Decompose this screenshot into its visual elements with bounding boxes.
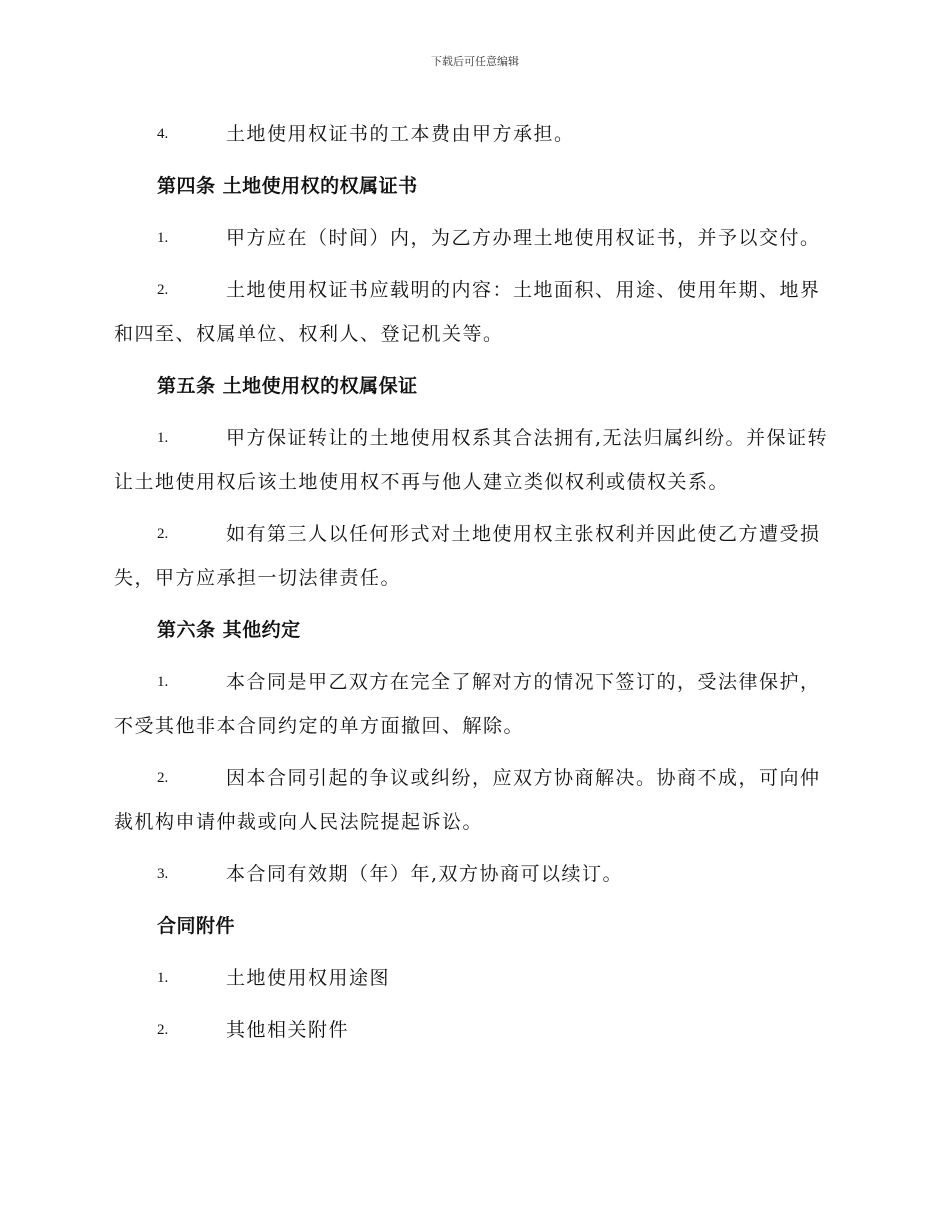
clause-item xyxy=(114,852,836,896)
attachment-item xyxy=(114,956,836,1000)
clause-text: 如有第三人以任何形式对土地使用权主张权利并因此使乙方遭受损失，甲方应承担一切法律责任。 xyxy=(114,523,821,589)
clause-number: 1. xyxy=(157,430,169,446)
clause-number: 4. xyxy=(157,126,169,142)
section-heading: 第四条 土地使用权的权属证书 xyxy=(157,175,418,197)
page-header: 下载后可任意编辑 xyxy=(431,55,519,68)
attachment-item xyxy=(114,1008,836,1052)
clause-number: 2. xyxy=(157,526,169,542)
clause-item xyxy=(114,512,836,600)
clause-number: 2. xyxy=(157,1022,169,1038)
clause-number: 1. xyxy=(157,970,169,986)
clause-text: 其他相关附件 xyxy=(226,1019,350,1041)
clause-item xyxy=(114,660,836,748)
clause-number: 1. xyxy=(157,674,169,690)
clause-item xyxy=(114,268,836,356)
clause-text: 甲方应在（时间）内，为乙方办理土地使用权证书，并予以交付。 xyxy=(226,227,821,249)
section-heading: 合同附件 xyxy=(157,915,236,937)
clause-text: 土地使用权证书的工本费由甲方承担。 xyxy=(226,123,575,145)
clause-item xyxy=(114,112,836,156)
clause-text: 土地使用权用途图 xyxy=(226,967,391,989)
clause-number: 2. xyxy=(157,770,169,786)
clause-item xyxy=(114,756,836,844)
clause-number: 1. xyxy=(157,230,169,246)
clause-text: 本合同是甲乙双方在完全了解对方的情况下签订的，受法律保护，不受其他非本合同约定的单方面撤回、解除。 xyxy=(114,671,821,737)
clause-number: 2. xyxy=(157,282,169,298)
section-heading: 第五条 土地使用权的权属保证 xyxy=(157,375,418,397)
clause-text: 本合同有效期（年）年,双方协商可以续订。 xyxy=(226,863,624,885)
clause-text: 因本合同引起的争议或纠纷，应双方协商解决。协商不成，可向仲裁机构申请仲裁或向人民法院提起诉讼。 xyxy=(114,767,821,833)
clause-item xyxy=(114,216,836,260)
clause-text: 土地使用权证书应载明的内容：土地面积、用途、使用年期、地界和四至、权属单位、权利人、登记机关等。 xyxy=(114,279,821,345)
clause-text: 甲方保证转让的土地使用权系其合法拥有,无法归属纠纷。并保证转让土地使用权后该土地使用权不再与他人建立类似权利或债权关系。 xyxy=(114,427,829,493)
document-body xyxy=(114,112,836,1060)
section-heading: 第六条 其他约定 xyxy=(157,619,301,641)
clause-number: 3. xyxy=(157,866,169,882)
clause-item xyxy=(114,416,836,504)
